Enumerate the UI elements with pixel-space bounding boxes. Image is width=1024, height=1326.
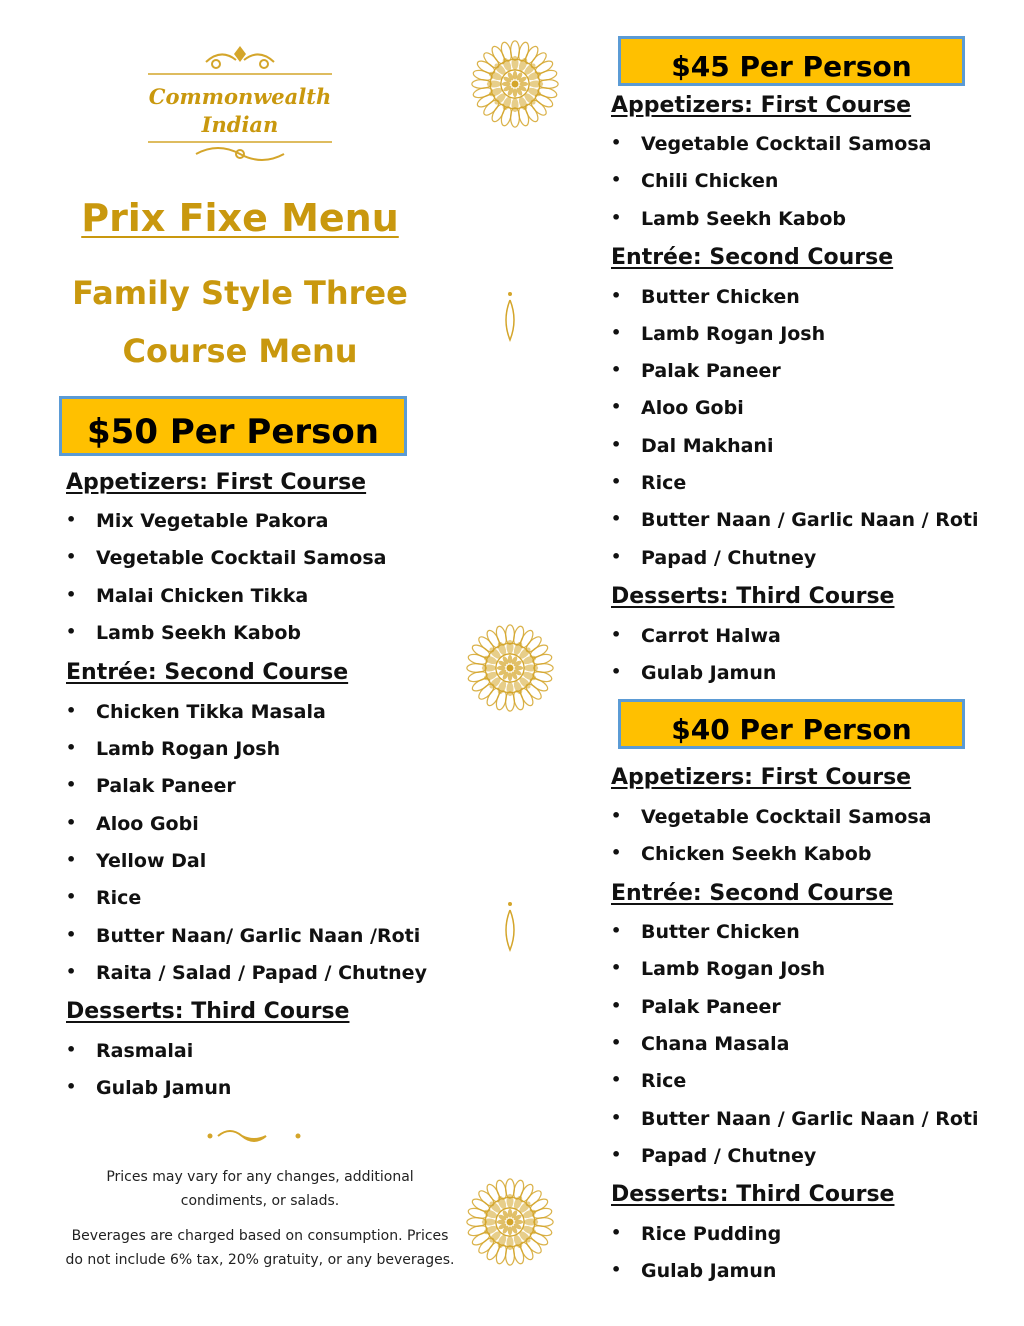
section-appetizers-45: Appetizers: First Course bbox=[611, 93, 912, 118]
menu-item: • Butter Naan / Garlic Naan / Roti bbox=[641, 509, 979, 531]
section-desserts-50: Desserts: Third Course bbox=[66, 999, 350, 1024]
restaurant-logo bbox=[146, 42, 334, 164]
menu-item: • Carrot Halwa bbox=[641, 625, 781, 647]
menu-item: • Rice bbox=[641, 472, 686, 494]
logo-text-line1: Commonwealth bbox=[148, 84, 332, 109]
logo-text-line2: Indian bbox=[201, 112, 279, 137]
menu-item: • Butter Chicken bbox=[641, 921, 800, 943]
price-label-50: $50 Per Person bbox=[87, 412, 379, 452]
menu-item: • Lamb Seekh Kabob bbox=[641, 208, 846, 230]
section-entree-50: Entrée: Second Course bbox=[66, 660, 349, 685]
menu-item: • Butter Naan / Garlic Naan / Roti bbox=[641, 1108, 979, 1130]
section-appetizers-50: Appetizers: First Course bbox=[66, 470, 367, 495]
menu-item: • Dal Makhani bbox=[641, 435, 773, 457]
menu-item: • Rice bbox=[641, 1070, 686, 1092]
menu-item: • Gulab Jamun bbox=[96, 1077, 231, 1099]
price-box-45 bbox=[618, 36, 965, 86]
logo-graphic bbox=[146, 42, 334, 164]
menu-item: • Gulab Jamun bbox=[641, 1260, 776, 1282]
menu-item: • Butter Naan/ Garlic Naan /Roti bbox=[96, 925, 420, 947]
menu-item: • Palak Paneer bbox=[641, 996, 781, 1018]
menu-item: • Butter Chicken bbox=[641, 286, 800, 308]
pricing-note: Prices may vary for any changes, additional condiments, or salads. bbox=[106, 1169, 414, 1209]
menu-item: • Vegetable Cocktail Samosa bbox=[641, 133, 931, 155]
vertical-ornament-line bbox=[509, 750, 511, 1145]
section-desserts-40: Desserts: Third Course bbox=[611, 1182, 895, 1207]
menu-item: • Raita / Salad / Papad / Chutney bbox=[96, 962, 427, 984]
price-box-40 bbox=[618, 699, 965, 749]
menu-item: • Malai Chicken Tikka bbox=[96, 585, 308, 607]
price-box-50 bbox=[59, 396, 407, 456]
menu-item: • Chicken Tikka Masala bbox=[96, 701, 326, 723]
menu-item: • Chana Masala bbox=[641, 1033, 789, 1055]
menu-item: • Lamb Rogan Josh bbox=[641, 958, 825, 980]
section-appetizers-40: Appetizers: First Course bbox=[611, 765, 912, 790]
section-entree-40: Entrée: Second Course bbox=[611, 881, 894, 906]
menu-item: • Rasmalai bbox=[96, 1040, 193, 1062]
menu-item: • Yellow Dal bbox=[96, 850, 206, 872]
mandala-ornament-icon bbox=[466, 624, 554, 712]
page-title: Prix Fixe Menu bbox=[81, 196, 399, 240]
vertical-ornament-line bbox=[509, 140, 511, 530]
menu-item: • Lamb Seekh Kabob bbox=[96, 622, 301, 644]
menu-item: • Papad / Chutney bbox=[641, 547, 816, 569]
section-desserts-45: Desserts: Third Course bbox=[611, 584, 895, 609]
menu-item: • Mix Vegetable Pakora bbox=[96, 510, 328, 532]
ornamental-divider bbox=[66, 1126, 442, 1146]
subtitle-line2: Course Menu bbox=[122, 332, 358, 370]
price-label-40: $40 Per Person bbox=[671, 713, 912, 746]
menu-item: • Aloo Gobi bbox=[96, 813, 199, 835]
page-subtitle bbox=[40, 264, 440, 380]
menu-item: • Lamb Rogan Josh bbox=[641, 323, 825, 345]
menu-item: • Palak Paneer bbox=[96, 775, 236, 797]
price-label-45: $45 Per Person bbox=[671, 50, 912, 83]
mandala-ornament-icon bbox=[466, 1178, 554, 1266]
menu-item: • Lamb Rogan Josh bbox=[96, 738, 280, 760]
menu-item: • Vegetable Cocktail Samosa bbox=[96, 547, 386, 569]
menu-item: • Aloo Gobi bbox=[641, 397, 744, 419]
menu-item: • Vegetable Cocktail Samosa bbox=[641, 806, 931, 828]
menu-item: • Gulab Jamun bbox=[641, 662, 776, 684]
subtitle-line1: Family Style Three bbox=[72, 274, 408, 312]
menu-item: • Papad / Chutney bbox=[641, 1145, 816, 1167]
section-entree-45: Entrée: Second Course bbox=[611, 245, 894, 270]
mandala-ornament-icon bbox=[471, 40, 559, 128]
menu-item: • Chili Chicken bbox=[641, 170, 778, 192]
menu-item: • Rice bbox=[96, 887, 141, 909]
menu-item: • Chicken Seekh Kabob bbox=[641, 843, 871, 865]
beverage-note: Beverages are charged based on consumption. Prices do not include 6% tax, 20% gratuity, or any beverages. bbox=[65, 1228, 455, 1268]
menu-item: • Palak Paneer bbox=[641, 360, 781, 382]
menu-item: • Rice Pudding bbox=[641, 1223, 781, 1245]
